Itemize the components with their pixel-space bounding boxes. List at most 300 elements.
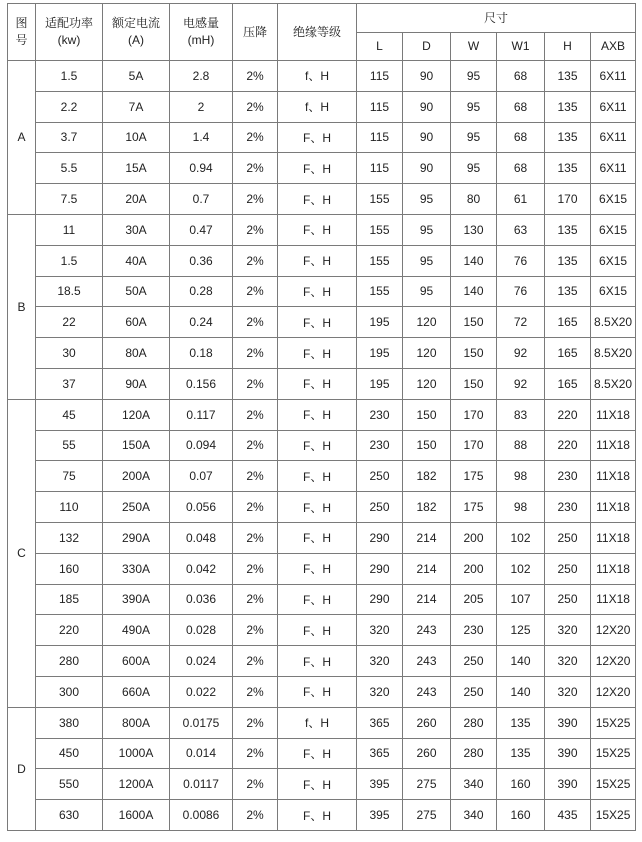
cell-power: 280: [36, 646, 103, 677]
cell-dim-axb: 11X18: [591, 492, 636, 523]
group-label: A: [8, 61, 36, 215]
cell-drop: 2%: [233, 245, 278, 276]
cell-dim-w1: 88: [497, 430, 545, 461]
cell-current: 10A: [103, 122, 170, 153]
cell-dim-l: 320: [357, 646, 403, 677]
group-label: C: [8, 399, 36, 707]
cell-dim-axb: 6X11: [591, 122, 636, 153]
cell-current: 250A: [103, 492, 170, 523]
cell-dim-axb: 12X20: [591, 676, 636, 707]
cell-drop: 2%: [233, 276, 278, 307]
cell-dim-w1: 76: [497, 245, 545, 276]
cell-dim-w1: 83: [497, 399, 545, 430]
table-row: [8, 368, 636, 399]
cell-dim-l: 195: [357, 368, 403, 399]
cell-dim-l: 155: [357, 276, 403, 307]
cell-dim-l: 290: [357, 553, 403, 584]
cell-dim-axb: 15X25: [591, 707, 636, 738]
header-dim-w: W: [451, 33, 497, 61]
cell-insulation: F、H: [278, 553, 357, 584]
cell-drop: 2%: [233, 615, 278, 646]
cell-dim-w1: 98: [497, 461, 545, 492]
cell-power: 7.5: [36, 184, 103, 215]
cell-drop: 2%: [233, 61, 278, 92]
cell-insulation: F、H: [278, 184, 357, 215]
cell-inductance: 0.024: [170, 646, 233, 677]
table-row: [8, 461, 636, 492]
cell-current: 120A: [103, 399, 170, 430]
cell-dim-h: 390: [545, 738, 591, 769]
cell-dim-h: 220: [545, 399, 591, 430]
cell-dim-axb: 6X15: [591, 184, 636, 215]
header-fig-line2: 号: [15, 33, 28, 47]
cell-insulation: F、H: [278, 769, 357, 800]
cell-dim-l: 320: [357, 676, 403, 707]
header-drop: 压降: [233, 4, 278, 61]
cell-insulation: F、H: [278, 522, 357, 553]
cell-dim-h: 165: [545, 368, 591, 399]
cell-current: 490A: [103, 615, 170, 646]
cell-inductance: 0.028: [170, 615, 233, 646]
cell-drop: 2%: [233, 214, 278, 245]
cell-dim-w1: 140: [497, 676, 545, 707]
cell-dim-w1: 68: [497, 61, 545, 92]
header-power-line2: (kw): [57, 33, 81, 47]
cell-dim-l: 290: [357, 522, 403, 553]
cell-insulation: F、H: [278, 646, 357, 677]
cell-power: 37: [36, 368, 103, 399]
table-row: [8, 800, 636, 831]
cell-inductance: 0.042: [170, 553, 233, 584]
cell-inductance: 0.36: [170, 245, 233, 276]
cell-insulation: f、H: [278, 61, 357, 92]
table-row: [8, 91, 636, 122]
cell-power: 11: [36, 214, 103, 245]
cell-dim-d: 260: [403, 707, 451, 738]
cell-inductance: 0.24: [170, 307, 233, 338]
cell-dim-h: 135: [545, 91, 591, 122]
cell-insulation: F、H: [278, 492, 357, 523]
header-dim-l: L: [357, 33, 403, 61]
cell-dim-w: 170: [451, 399, 497, 430]
cell-dim-axb: 11X18: [591, 584, 636, 615]
cell-dim-d: 182: [403, 492, 451, 523]
cell-drop: 2%: [233, 91, 278, 122]
table-row: [8, 399, 636, 430]
cell-dim-axb: 15X25: [591, 769, 636, 800]
cell-dim-w: 340: [451, 800, 497, 831]
cell-current: 150A: [103, 430, 170, 461]
cell-dim-h: 135: [545, 214, 591, 245]
cell-dim-w: 280: [451, 738, 497, 769]
table-row: [8, 338, 636, 369]
cell-inductance: 0.056: [170, 492, 233, 523]
cell-dim-w1: 61: [497, 184, 545, 215]
cell-drop: 2%: [233, 153, 278, 184]
cell-dim-h: 390: [545, 707, 591, 738]
cell-insulation: F、H: [278, 430, 357, 461]
cell-dim-d: 90: [403, 153, 451, 184]
cell-dim-l: 320: [357, 615, 403, 646]
header-current: [103, 4, 170, 61]
table-row: [8, 646, 636, 677]
cell-drop: 2%: [233, 307, 278, 338]
group-label: D: [8, 707, 36, 830]
header-inductance: [170, 4, 233, 61]
cell-current: 20A: [103, 184, 170, 215]
cell-current: 600A: [103, 646, 170, 677]
header-inductance-line2: (mH): [187, 33, 215, 47]
cell-current: 330A: [103, 553, 170, 584]
cell-dim-l: 250: [357, 461, 403, 492]
cell-dim-h: 320: [545, 646, 591, 677]
header-fig-line1: 图: [15, 16, 28, 30]
header-fig: [8, 4, 36, 61]
cell-insulation: F、H: [278, 584, 357, 615]
cell-insulation: F、H: [278, 307, 357, 338]
cell-dim-w: 200: [451, 553, 497, 584]
cell-power: 550: [36, 769, 103, 800]
cell-dim-d: 120: [403, 338, 451, 369]
cell-dim-d: 150: [403, 430, 451, 461]
header-dim-h: H: [545, 33, 591, 61]
cell-insulation: F、H: [278, 461, 357, 492]
cell-dim-axb: 11X18: [591, 430, 636, 461]
cell-dim-w: 95: [451, 91, 497, 122]
cell-dim-h: 230: [545, 461, 591, 492]
cell-dim-w: 130: [451, 214, 497, 245]
cell-dim-l: 115: [357, 91, 403, 122]
cell-dim-w1: 92: [497, 338, 545, 369]
header-dim-d: D: [403, 33, 451, 61]
cell-dim-axb: 11X18: [591, 399, 636, 430]
cell-inductance: 0.7: [170, 184, 233, 215]
cell-insulation: F、H: [278, 153, 357, 184]
cell-inductance: 0.28: [170, 276, 233, 307]
group-label: B: [8, 214, 36, 399]
cell-dim-l: 155: [357, 184, 403, 215]
table-row: [8, 430, 636, 461]
cell-dim-axb: 8.5X20: [591, 368, 636, 399]
table-header: [8, 4, 636, 61]
table-row: [8, 584, 636, 615]
cell-dim-w: 175: [451, 492, 497, 523]
reactor-spec-table: [7, 3, 636, 831]
cell-dim-w: 230: [451, 615, 497, 646]
cell-current: 30A: [103, 214, 170, 245]
cell-drop: 2%: [233, 676, 278, 707]
cell-dim-d: 95: [403, 245, 451, 276]
cell-current: 80A: [103, 338, 170, 369]
header-current-line2: (A): [128, 33, 144, 47]
cell-dim-axb: 6X15: [591, 214, 636, 245]
cell-dim-w: 200: [451, 522, 497, 553]
table-row: [8, 61, 636, 92]
cell-dim-w1: 160: [497, 769, 545, 800]
cell-power: 2.2: [36, 91, 103, 122]
cell-dim-h: 320: [545, 615, 591, 646]
cell-dim-h: 390: [545, 769, 591, 800]
cell-current: 200A: [103, 461, 170, 492]
header-inductance-line1: 电感量: [182, 16, 219, 30]
cell-insulation: F、H: [278, 615, 357, 646]
cell-dim-h: 320: [545, 676, 591, 707]
table-row: [8, 122, 636, 153]
cell-dim-w1: 72: [497, 307, 545, 338]
cell-inductance: 0.07: [170, 461, 233, 492]
cell-power: 22: [36, 307, 103, 338]
cell-dim-d: 90: [403, 61, 451, 92]
cell-current: 1600A: [103, 800, 170, 831]
cell-dim-w: 170: [451, 430, 497, 461]
cell-dim-w1: 135: [497, 738, 545, 769]
cell-dim-l: 395: [357, 769, 403, 800]
cell-dim-d: 214: [403, 553, 451, 584]
cell-power: 55: [36, 430, 103, 461]
cell-insulation: f、H: [278, 707, 357, 738]
cell-dim-l: 395: [357, 800, 403, 831]
cell-dim-l: 365: [357, 738, 403, 769]
cell-insulation: F、H: [278, 738, 357, 769]
cell-power: 185: [36, 584, 103, 615]
cell-current: 800A: [103, 707, 170, 738]
cell-current: 7A: [103, 91, 170, 122]
cell-dim-w: 250: [451, 646, 497, 677]
cell-dim-d: 90: [403, 91, 451, 122]
cell-dim-l: 290: [357, 584, 403, 615]
cell-power: 110: [36, 492, 103, 523]
table-row: [8, 245, 636, 276]
cell-dim-w1: 107: [497, 584, 545, 615]
cell-dim-d: 243: [403, 646, 451, 677]
cell-dim-axb: 6X15: [591, 245, 636, 276]
cell-insulation: F、H: [278, 245, 357, 276]
cell-dim-h: 250: [545, 553, 591, 584]
cell-current: 660A: [103, 676, 170, 707]
cell-inductance: 0.0086: [170, 800, 233, 831]
cell-power: 450: [36, 738, 103, 769]
cell-dim-h: 135: [545, 122, 591, 153]
cell-insulation: f、H: [278, 91, 357, 122]
cell-dim-w: 80: [451, 184, 497, 215]
cell-inductance: 0.0175: [170, 707, 233, 738]
cell-dim-w: 205: [451, 584, 497, 615]
cell-dim-d: 150: [403, 399, 451, 430]
cell-dim-w1: 68: [497, 122, 545, 153]
cell-inductance: 2: [170, 91, 233, 122]
table-row: [8, 492, 636, 523]
cell-drop: 2%: [233, 769, 278, 800]
cell-dim-axb: 12X20: [591, 615, 636, 646]
cell-dim-w: 175: [451, 461, 497, 492]
cell-dim-h: 135: [545, 245, 591, 276]
cell-dim-w1: 92: [497, 368, 545, 399]
header-current-line1: 额定电流: [111, 16, 160, 30]
cell-current: 1000A: [103, 738, 170, 769]
cell-insulation: F、H: [278, 800, 357, 831]
cell-dim-h: 250: [545, 584, 591, 615]
cell-inductance: 1.4: [170, 122, 233, 153]
cell-dim-h: 135: [545, 61, 591, 92]
cell-drop: 2%: [233, 522, 278, 553]
cell-dim-w1: 102: [497, 553, 545, 584]
cell-power: 160: [36, 553, 103, 584]
cell-dim-w: 340: [451, 769, 497, 800]
cell-insulation: F、H: [278, 276, 357, 307]
cell-power: 380: [36, 707, 103, 738]
cell-dim-axb: 8.5X20: [591, 338, 636, 369]
cell-dim-w1: 76: [497, 276, 545, 307]
cell-dim-w1: 63: [497, 214, 545, 245]
cell-dim-axb: 6X11: [591, 61, 636, 92]
cell-dim-l: 155: [357, 245, 403, 276]
cell-inductance: 0.036: [170, 584, 233, 615]
cell-dim-h: 165: [545, 338, 591, 369]
cell-inductance: 0.156: [170, 368, 233, 399]
cell-power: 132: [36, 522, 103, 553]
header-power: [36, 4, 103, 61]
cell-dim-w1: 98: [497, 492, 545, 523]
cell-current: 390A: [103, 584, 170, 615]
cell-drop: 2%: [233, 399, 278, 430]
cell-dim-w1: 160: [497, 800, 545, 831]
cell-inductance: 0.94: [170, 153, 233, 184]
cell-dim-l: 195: [357, 338, 403, 369]
cell-current: 1200A: [103, 769, 170, 800]
cell-dim-d: 243: [403, 615, 451, 646]
table-row: [8, 553, 636, 584]
cell-dim-w: 95: [451, 122, 497, 153]
cell-power: 18.5: [36, 276, 103, 307]
cell-current: 40A: [103, 245, 170, 276]
header-dimensions: 尺寸: [357, 4, 636, 33]
table-row: [8, 769, 636, 800]
cell-inductance: 0.014: [170, 738, 233, 769]
cell-dim-h: 170: [545, 184, 591, 215]
cell-dim-w1: 68: [497, 91, 545, 122]
cell-dim-axb: 12X20: [591, 646, 636, 677]
cell-drop: 2%: [233, 800, 278, 831]
cell-dim-w: 95: [451, 61, 497, 92]
cell-dim-l: 155: [357, 214, 403, 245]
cell-insulation: F、H: [278, 399, 357, 430]
cell-dim-d: 214: [403, 584, 451, 615]
cell-dim-l: 230: [357, 430, 403, 461]
header-insulation: 绝缘等级: [278, 4, 357, 61]
table-row: [8, 522, 636, 553]
cell-dim-h: 250: [545, 522, 591, 553]
cell-power: 45: [36, 399, 103, 430]
cell-dim-axb: 6X11: [591, 153, 636, 184]
cell-dim-l: 250: [357, 492, 403, 523]
cell-dim-h: 435: [545, 800, 591, 831]
cell-dim-l: 115: [357, 153, 403, 184]
cell-current: 290A: [103, 522, 170, 553]
cell-dim-w1: 140: [497, 646, 545, 677]
cell-dim-d: 275: [403, 769, 451, 800]
cell-insulation: F、H: [278, 368, 357, 399]
cell-dim-w: 150: [451, 338, 497, 369]
table-row: [8, 738, 636, 769]
cell-power: 5.5: [36, 153, 103, 184]
cell-inductance: 2.8: [170, 61, 233, 92]
cell-power: 3.7: [36, 122, 103, 153]
cell-dim-d: 275: [403, 800, 451, 831]
cell-dim-axb: 6X15: [591, 276, 636, 307]
header-dim-w1: W1: [497, 33, 545, 61]
header-dim-axb: AXB: [591, 33, 636, 61]
cell-current: 90A: [103, 368, 170, 399]
cell-current: 50A: [103, 276, 170, 307]
cell-power: 300: [36, 676, 103, 707]
table-row: [8, 214, 636, 245]
cell-current: 15A: [103, 153, 170, 184]
cell-dim-w1: 135: [497, 707, 545, 738]
cell-drop: 2%: [233, 738, 278, 769]
table-row: [8, 184, 636, 215]
table-row: [8, 707, 636, 738]
cell-power: 630: [36, 800, 103, 831]
cell-dim-axb: 11X18: [591, 461, 636, 492]
cell-dim-axb: 11X18: [591, 522, 636, 553]
cell-dim-h: 135: [545, 276, 591, 307]
cell-insulation: F、H: [278, 214, 357, 245]
cell-dim-d: 95: [403, 276, 451, 307]
cell-dim-d: 260: [403, 738, 451, 769]
table-row: [8, 276, 636, 307]
cell-drop: 2%: [233, 338, 278, 369]
cell-insulation: F、H: [278, 122, 357, 153]
table-row: [8, 676, 636, 707]
cell-drop: 2%: [233, 646, 278, 677]
cell-drop: 2%: [233, 122, 278, 153]
cell-dim-h: 220: [545, 430, 591, 461]
cell-power: 30: [36, 338, 103, 369]
cell-dim-d: 120: [403, 307, 451, 338]
cell-dim-w: 150: [451, 368, 497, 399]
cell-dim-l: 115: [357, 61, 403, 92]
table-row: [8, 153, 636, 184]
cell-dim-l: 365: [357, 707, 403, 738]
cell-dim-d: 182: [403, 461, 451, 492]
cell-dim-h: 165: [545, 307, 591, 338]
cell-dim-w: 250: [451, 676, 497, 707]
cell-insulation: F、H: [278, 676, 357, 707]
cell-dim-w: 140: [451, 276, 497, 307]
cell-dim-axb: 6X11: [591, 91, 636, 122]
cell-dim-d: 95: [403, 214, 451, 245]
cell-power: 75: [36, 461, 103, 492]
cell-dim-w: 95: [451, 153, 497, 184]
cell-drop: 2%: [233, 707, 278, 738]
cell-dim-axb: 11X18: [591, 553, 636, 584]
cell-power: 1.5: [36, 245, 103, 276]
table-body: [8, 61, 636, 831]
cell-dim-w1: 102: [497, 522, 545, 553]
cell-drop: 2%: [233, 584, 278, 615]
cell-dim-d: 120: [403, 368, 451, 399]
cell-inductance: 0.117: [170, 399, 233, 430]
cell-inductance: 0.47: [170, 214, 233, 245]
cell-dim-l: 230: [357, 399, 403, 430]
header-power-line1: 适配功率: [44, 16, 93, 30]
cell-drop: 2%: [233, 368, 278, 399]
table-row: [8, 307, 636, 338]
cell-inductance: 0.022: [170, 676, 233, 707]
cell-current: 5A: [103, 61, 170, 92]
cell-power: 1.5: [36, 61, 103, 92]
cell-dim-d: 90: [403, 122, 451, 153]
